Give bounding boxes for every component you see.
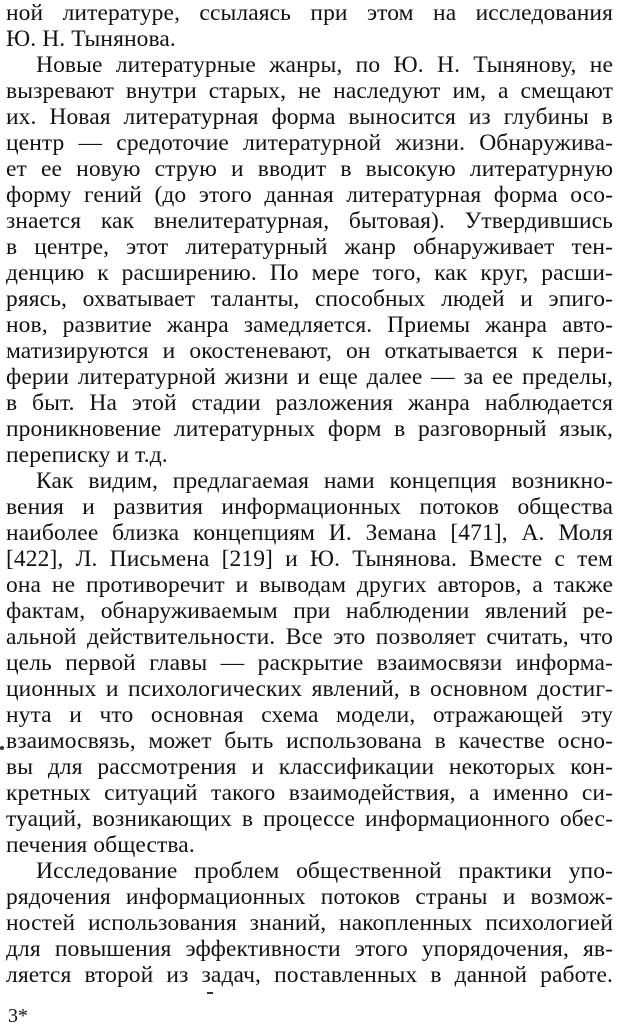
text-line: их. Новая литературная форма выносится из глубины в (6, 104, 613, 130)
text-line: в быт. На этой стадии разложения жанра наблюдается (6, 390, 613, 416)
text-line: Исследование проблем общественной практики упо- (36, 858, 613, 884)
text-line: фактам, обнаруживаемым при наблюдении явлений ре- (6, 598, 613, 624)
text-line: [422], Л. Письмена [219] и Ю. Тынянова. Вместе с тем (6, 546, 613, 572)
margin-mark (0, 746, 4, 750)
text-line: знается как внелитературная, бытовая). Утвердившись (6, 208, 613, 234)
text-line: переписку и т.д. (6, 442, 168, 468)
page-folio: 3* (8, 1005, 28, 1027)
text-line: для повышения эффективности этого упорядочения, яв- (6, 936, 613, 962)
text-line: рядочения информационных потоков страны и возмож- (6, 884, 613, 910)
text-line: денцию к расширению. По мере того, как круг, расши- (6, 260, 613, 286)
text-line: туаций, возникающих в процессе информационного обес- (6, 806, 613, 832)
text-line: ционных и психологических явлений, в основном достиг- (6, 676, 613, 702)
text-line: Новые литературные жанры, по Ю. Н. Тынянову, не (36, 52, 613, 78)
text-line: ряясь, охватывает таланты, способных людей и эпиго- (6, 286, 613, 312)
text-line: альной действительности. Все это позволяет считать, что (6, 624, 613, 650)
text-line: кретных ситуаций такого взаимодействия, а именно си- (6, 780, 613, 806)
text-line: ет ее новую струю и вводит в высокую литературную (6, 156, 613, 182)
text-line: вызревают внутри старых, не наследуют им, а смещают (6, 78, 613, 104)
text-line: в центре, этот литературный жанр обнаруживает тен- (6, 234, 613, 260)
text-line: форму гений (до этого данная литературная форма осо- (6, 182, 613, 208)
text-line: Как видим, предлагаемая нами концепция возникно- (36, 468, 613, 494)
text-line: наиболее близка концепциям И. Земана [471], А. Моля (6, 520, 613, 546)
text-line: ляется второй из задач, поставленных в данной работе. (6, 962, 613, 988)
text-line: вы для рассмотрения и классификации некоторых кон- (6, 754, 613, 780)
text-line: ной литературе, ссылаясь при этом на исследования (6, 0, 613, 26)
body-text (6, 0, 613, 988)
text-line: взаимосвязь, может быть использована в качестве осно- (6, 728, 613, 754)
text-line: нов, развитие жанра замедляется. Приемы жанра авто- (6, 312, 613, 338)
text-line: ностей использования знаний, накопленных психологией (6, 910, 613, 936)
text-line: центр — средоточие литературной жизни. Обнаружива- (6, 130, 613, 156)
text-line: печения общества. (6, 832, 195, 858)
text-line: ферии литературной жизни и еще далее — за ее пределы, (6, 364, 613, 390)
text-line: цель первой главы — раскрытие взаимосвязи информа- (6, 650, 613, 676)
text-line: нута и что основная схема модели, отражающей эту (6, 702, 613, 728)
page-mark (207, 992, 213, 994)
text-line: проникновение литературных форм в разговорный язык, (6, 416, 613, 442)
text-line: матизируются и окостеневают, он откатывается к пери- (6, 338, 613, 364)
text-line: Ю. Н. Тынянова. (6, 26, 176, 52)
text-line: вения и развития информационных потоков общества (6, 494, 613, 520)
text-line: она не противоречит и выводам других авторов, а также (6, 572, 613, 598)
